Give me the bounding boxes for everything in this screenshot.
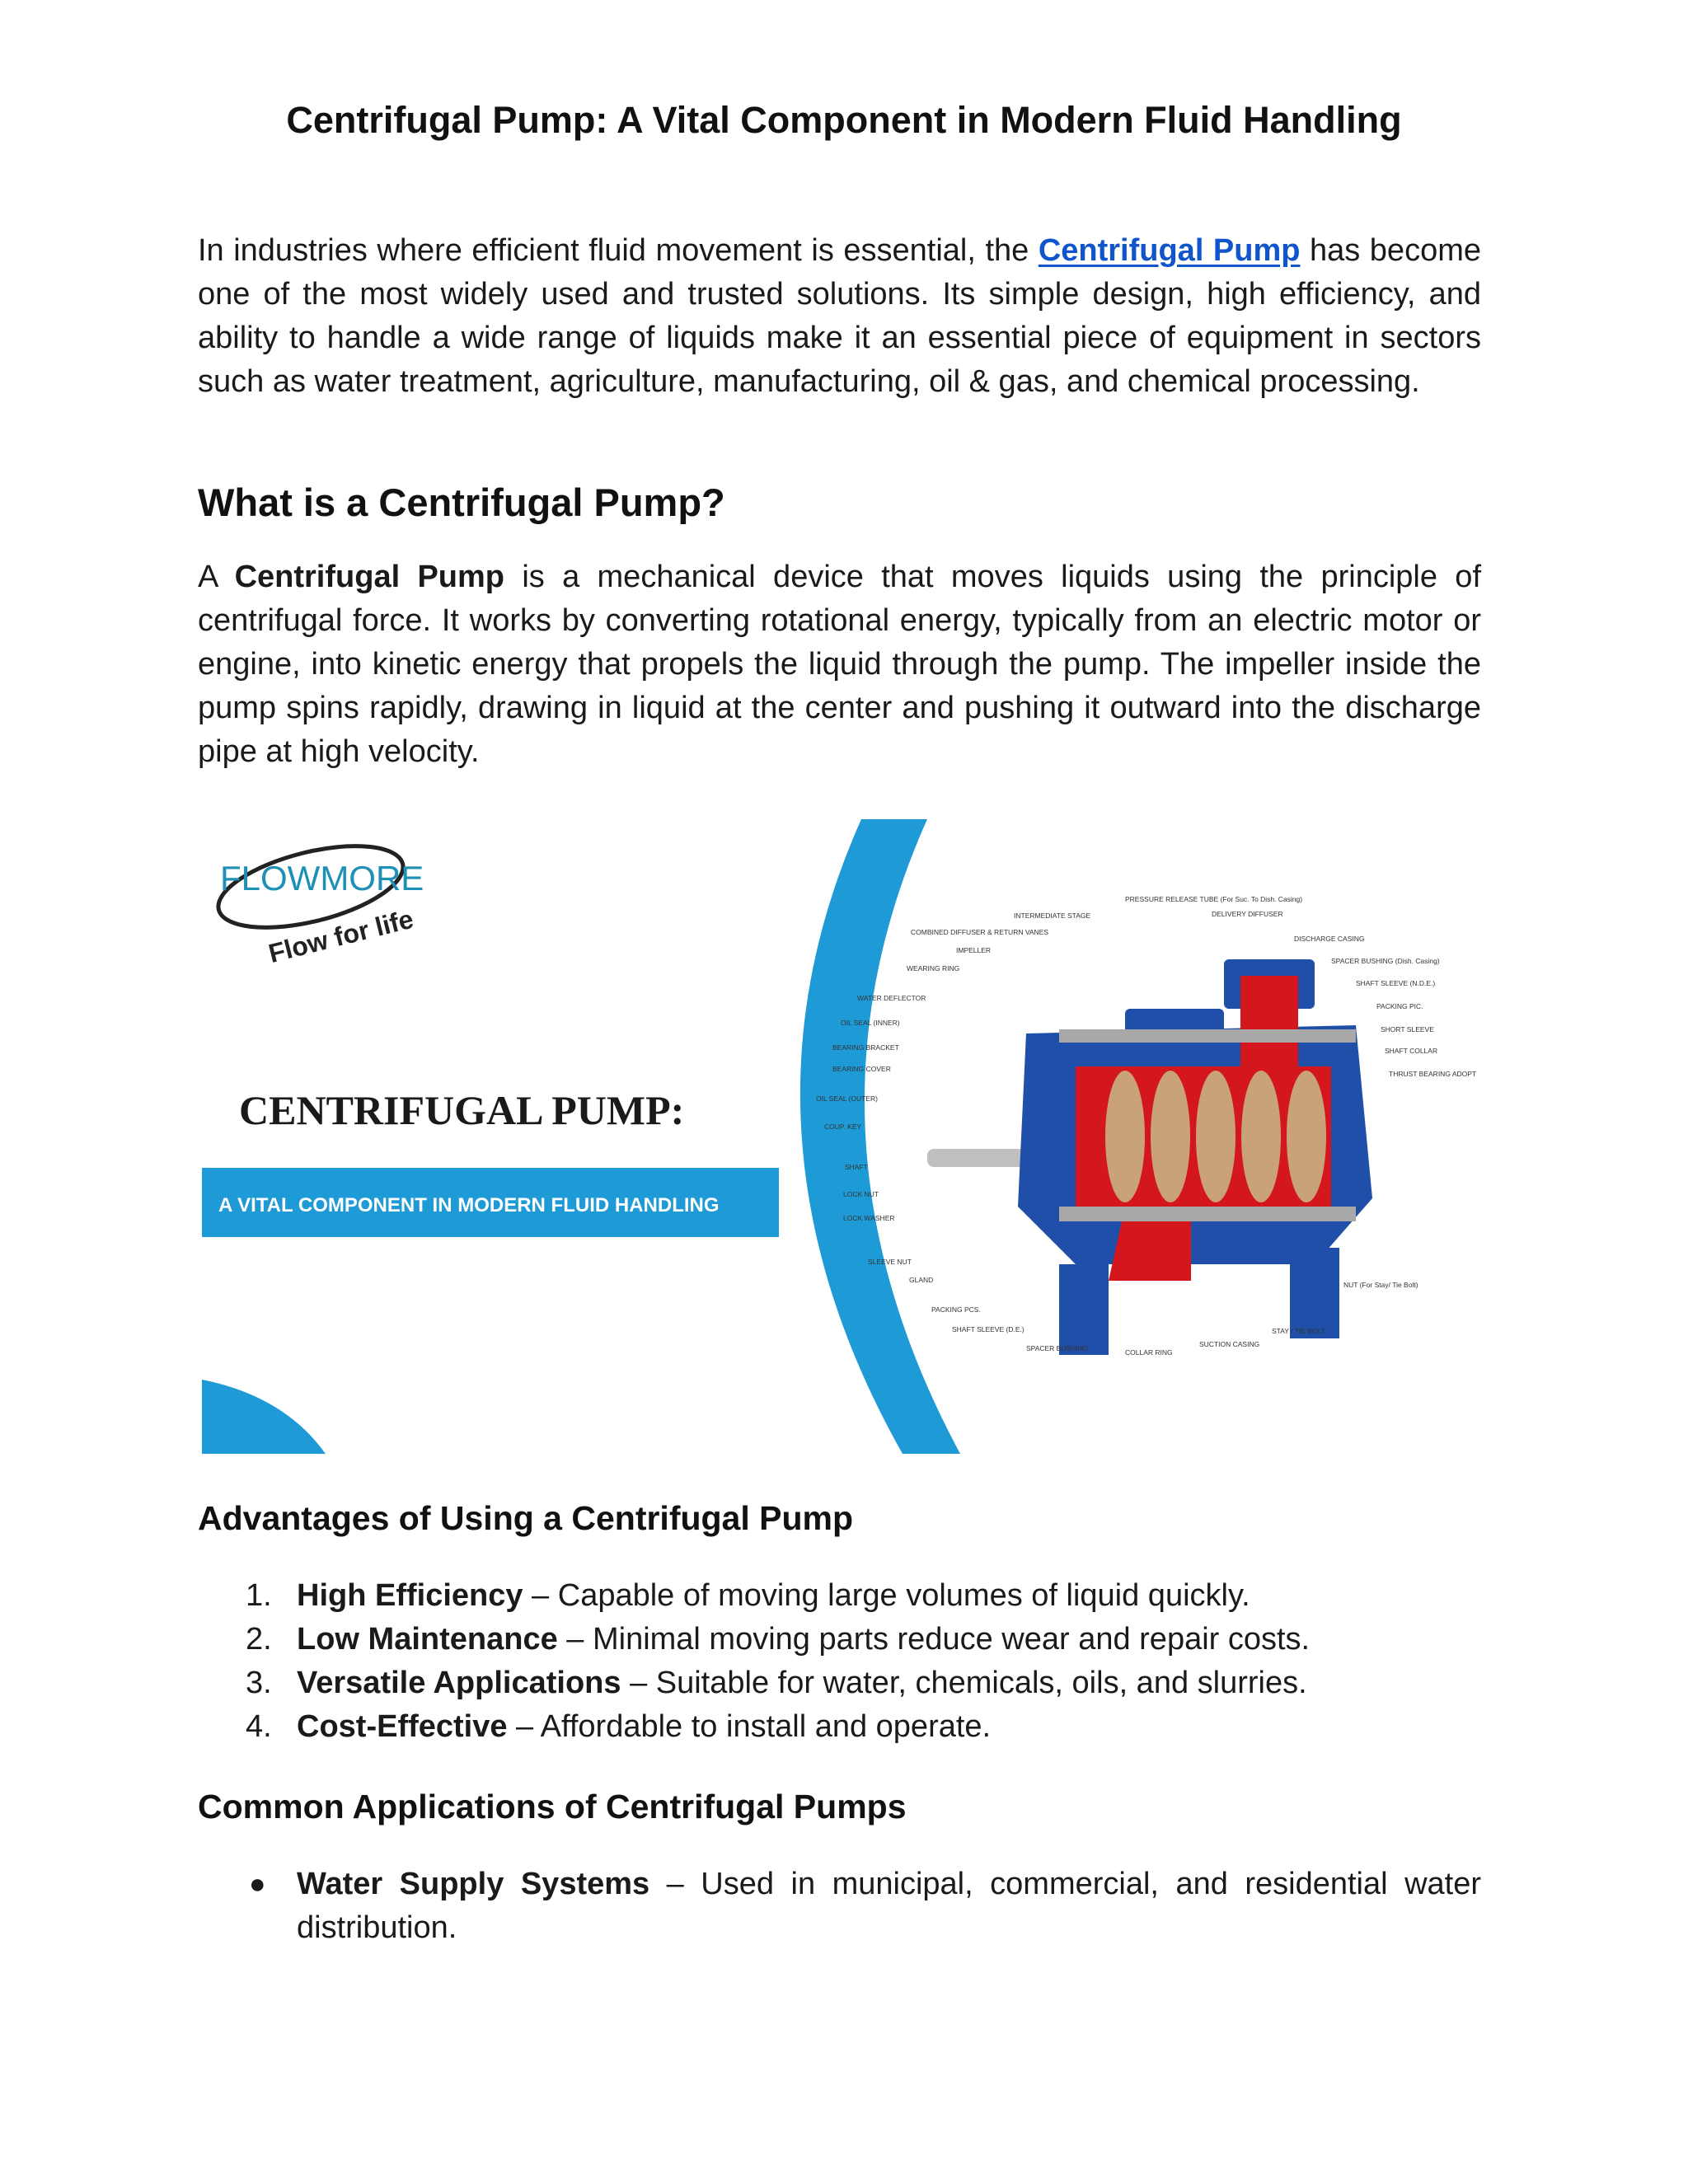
- flowmore-logo: [210, 830, 424, 968]
- label-left-3: WATER DEFLECTOR: [857, 994, 926, 1002]
- label-left-15: SHAFT SLEEVE (D.E.): [952, 1325, 1025, 1333]
- banner-arc: [800, 819, 960, 1454]
- banner-heading: CENTRIFUGAL PUMP:: [239, 1087, 685, 1133]
- label-left-0: COMBINED DIFFUSER & RETURN VANES: [911, 928, 1049, 936]
- intro-text-after: has become one of the most widely used and trusted solutions. Its simple design, high efficiency, and ability to handle a wide range of liquids make it an essential piece of equipment in sectors such as water treatment, agriculture, manufacturing, oil & gas, and chemical processing.: [198, 233, 1481, 399]
- list-item-text: – Minimal moving parts reduce wear and repair costs.: [557, 1622, 1311, 1657]
- list-item: [198, 1863, 1481, 1950]
- pump-banner-graphic: [202, 819, 1488, 1454]
- list-item-text: – Used in municipal, commercial, and residential water distribution.: [297, 1867, 1482, 1945]
- what-is-section: [198, 478, 1481, 774]
- label-left-8: COUP. KEY: [824, 1122, 862, 1131]
- label-top-1: PRESSURE RELEASE TUBE (For Suc. To Dish. Casing): [1125, 895, 1303, 903]
- pump-cutaway-illustration: [927, 959, 1372, 1355]
- centrifugal-pump-link[interactable]: Centrifugal Pump: [1038, 233, 1301, 268]
- list-number: 1.: [246, 1578, 272, 1613]
- list-item-title: Versatile Applications: [297, 1666, 621, 1700]
- banner-corner-arc: [202, 1380, 326, 1454]
- list-item-title: High Efficiency: [297, 1578, 523, 1613]
- label-right-2: SHAFT SLEEVE (N.D.E.): [1356, 979, 1436, 987]
- advantages-list: [198, 1574, 1481, 1749]
- intro-text-before: In industries where efficient fluid movement is essential, the: [198, 233, 1039, 268]
- what-is-heading: What is a Centrifugal Pump?: [198, 480, 725, 524]
- label-right-1: SPACER BUSHING (Dish. Casing): [1331, 957, 1440, 965]
- label-left-13: GLAND: [909, 1276, 934, 1284]
- what-is-text-before: A: [198, 560, 235, 594]
- label-left-10: LOCK NUT: [843, 1190, 879, 1198]
- label-left-4: OIL SEAL (INNER): [841, 1019, 900, 1027]
- applications-section: [198, 1783, 1481, 1830]
- label-left-5: BEARING BRACKET: [832, 1043, 899, 1052]
- label-left-14: PACKING PCS.: [931, 1305, 981, 1314]
- applications-list: [198, 1863, 1481, 1950]
- list-item: [198, 1618, 1481, 1661]
- intro-section: [198, 229, 1481, 404]
- label-right-5: SHAFT COLLAR: [1385, 1047, 1438, 1055]
- list-number: 2.: [246, 1622, 272, 1657]
- list-number: 3.: [246, 1666, 272, 1700]
- list-item-title: Cost-Effective: [297, 1709, 508, 1744]
- pump-banner-image: [202, 819, 1488, 1454]
- list-item: [198, 1661, 1481, 1705]
- list-item-title: Water Supply Systems: [297, 1867, 650, 1901]
- list-number: 4.: [246, 1709, 272, 1744]
- advantages-heading: Advantages of Using a Centrifugal Pump: [198, 1499, 854, 1537]
- label-left-11: LOCK WASHER: [843, 1214, 895, 1222]
- label-left-9: SHAFT: [845, 1163, 868, 1171]
- advantages-section: [198, 1495, 1481, 1541]
- document-title: Centrifugal Pump: A Vital Component in Modern Fluid Handling: [286, 99, 1402, 141]
- label-top-2: DELIVERY DIFFUSER: [1212, 910, 1283, 918]
- list-item: [198, 1705, 1481, 1749]
- what-is-text-after: is a mechanical device that moves liquids using the principle of centrifugal force. It works by converting rotational energy, typically from an electric motor or engine, into kinetic energy that propels the liquid through the pump. The impeller inside the pump spins rapidly, drawing in liquid at the center and pushing it outward into the discharge pipe at high velocity.: [198, 560, 1482, 769]
- list-item: [198, 1574, 1481, 1618]
- label-left-6: BEARING COVER: [832, 1065, 891, 1073]
- applications-heading: Common Applications of Centrifugal Pumps: [198, 1788, 907, 1825]
- label-right-6: THRUST BEARING ADOPT: [1389, 1070, 1477, 1078]
- list-item-text: – Capable of moving large volumes of liquid quickly.: [523, 1578, 1250, 1613]
- what-is-paragraph: [198, 555, 1481, 774]
- label-left-7: OIL SEAL (OUTER): [816, 1094, 878, 1103]
- bullet-icon: ●: [249, 1868, 266, 1900]
- label-right-4: SHORT SLEEVE: [1381, 1025, 1434, 1033]
- label-left-1: IMPELLER: [956, 946, 992, 954]
- banner-subheading: A VITAL COMPONENT IN MODERN FLUID HANDLING: [218, 1194, 720, 1216]
- label-bottom-0: SPACER BUSHING: [1026, 1344, 1089, 1352]
- what-is-bold-term: Centrifugal Pump: [234, 560, 505, 594]
- label-top-0: INTERMEDIATE STAGE: [1014, 912, 1091, 920]
- label-left-2: WEARING RING: [907, 964, 960, 972]
- logo-tagline: Flow for life: [265, 903, 417, 969]
- logo-text: FLOWMORE: [220, 859, 424, 898]
- label-left-12: SLEEVE NUT: [868, 1258, 912, 1266]
- label-bottom-3: STAY / TIE BOLT: [1272, 1327, 1325, 1335]
- list-item-text: – Affordable to install and operate.: [507, 1709, 992, 1744]
- label-bottom-2: SUCTION CASING: [1199, 1340, 1260, 1348]
- label-right-3: PACKING PIC.: [1376, 1002, 1423, 1010]
- label-right-0: DISCHARGE CASING: [1294, 935, 1365, 943]
- intro-paragraph: [198, 229, 1481, 404]
- list-item-text: – Suitable for water, chemicals, oils, and slurries.: [621, 1666, 1307, 1700]
- list-item-title: Low Maintenance: [297, 1622, 558, 1657]
- label-bottom-1: COLLAR RING: [1125, 1348, 1173, 1357]
- label-right-7: NUT (For Stay/ Tie Bolt): [1343, 1281, 1418, 1289]
